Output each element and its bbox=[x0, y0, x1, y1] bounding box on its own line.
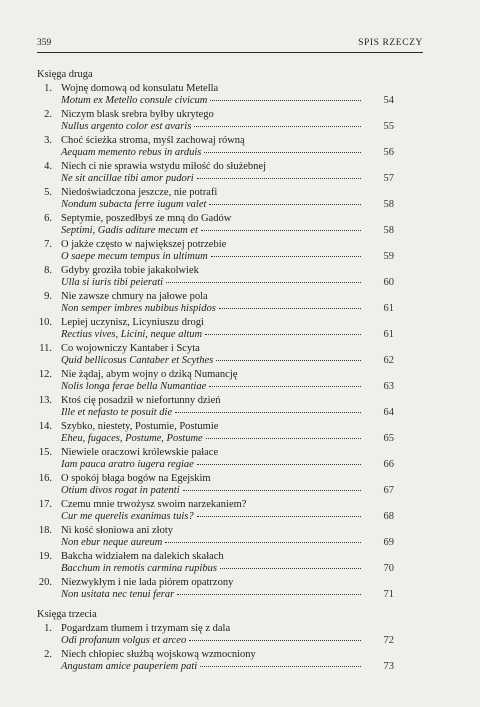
entry-number: 2. bbox=[44, 649, 52, 660]
header-title: SPIS RZECZY bbox=[358, 38, 423, 48]
entry-latin-title: Quid bellicosus Cantaber et Scythes bbox=[61, 355, 214, 366]
entry-polish-title: Wojnę domową od konsulatu Metella bbox=[61, 83, 219, 94]
dot-leader bbox=[165, 541, 361, 543]
entry-number: 16. bbox=[38, 473, 52, 484]
entry-latin-title: Cur me querelis exanimas tuis? bbox=[61, 511, 194, 522]
toc-entry bbox=[0, 317, 480, 343]
entry-number: 14. bbox=[38, 421, 52, 432]
entry-page-number: 63 bbox=[383, 381, 394, 392]
entry-latin-title: Non usitata nec tenui ferar bbox=[61, 589, 175, 600]
entry-page-number: 54 bbox=[383, 95, 394, 106]
entry-page-number: 62 bbox=[383, 355, 394, 366]
dot-leader bbox=[197, 177, 361, 179]
entry-polish-title: Niezwykłym i nie lada piórem opatrzony bbox=[61, 577, 234, 588]
entry-latin-row bbox=[61, 433, 364, 446]
entry-polish-title: Co wojowniczy Kantaber i Scyta bbox=[61, 343, 200, 354]
entry-latin-row bbox=[61, 147, 364, 160]
entry-latin-row bbox=[61, 407, 364, 420]
entry-page-number: 65 bbox=[383, 433, 394, 444]
entry-latin-title: Motum ex Metello consule civicum bbox=[61, 95, 208, 106]
entry-number: 1. bbox=[44, 623, 52, 634]
entry-polish-title: Niczym blask srebra byłby ukrytego bbox=[61, 109, 214, 120]
entry-latin-title: Otium divos rogat in patenti bbox=[61, 485, 180, 496]
entry-polish-title: Niedoświadczona jeszcze, nie potrafi bbox=[61, 187, 218, 198]
entry-number: 10. bbox=[38, 317, 52, 328]
entry-number: 4. bbox=[44, 161, 52, 172]
entry-latin-title: O saepe mecum tempus in ultimum bbox=[61, 251, 208, 262]
entry-latin-row bbox=[61, 355, 364, 368]
toc-entry bbox=[0, 395, 480, 421]
book-heading: Księga trzecia bbox=[37, 609, 97, 620]
entry-page-number: 71 bbox=[383, 589, 394, 600]
entry-polish-title: Szybko, niestety, Postumie, Postumie bbox=[61, 421, 219, 432]
entry-latin-row bbox=[61, 303, 364, 316]
entry-latin-row bbox=[61, 537, 364, 550]
entry-polish-title: Niewiele oraczowi królewskie pałace bbox=[61, 447, 219, 458]
entry-page-number: 66 bbox=[383, 459, 394, 470]
entry-number: 6. bbox=[44, 213, 52, 224]
dot-leader bbox=[194, 125, 361, 127]
entry-number: 2. bbox=[44, 109, 52, 120]
entry-number: 15. bbox=[38, 447, 52, 458]
entry-page-number: 73 bbox=[383, 661, 394, 672]
dot-leader bbox=[197, 515, 361, 517]
entry-number: 19. bbox=[38, 551, 52, 562]
entry-page-number: 72 bbox=[383, 635, 394, 646]
entry-page-number: 55 bbox=[383, 121, 394, 132]
entry-latin-title: Eheu, fugaces, Postume, Postume bbox=[61, 433, 203, 444]
entry-latin-row bbox=[61, 251, 364, 264]
dot-leader bbox=[201, 229, 361, 231]
entry-number: 13. bbox=[38, 395, 52, 406]
dot-leader bbox=[166, 281, 361, 283]
entry-latin-row bbox=[61, 563, 364, 576]
entry-page-number: 60 bbox=[383, 277, 394, 288]
dot-leader bbox=[197, 463, 361, 465]
entry-page-number: 61 bbox=[383, 329, 394, 340]
entry-latin-title: Rectius vives, Licini, neque altum bbox=[61, 329, 203, 340]
entry-polish-title: Czemu mnie trwożysz swoim narzekaniem? bbox=[61, 499, 247, 510]
entry-number: 9. bbox=[44, 291, 52, 302]
dot-leader bbox=[210, 99, 361, 101]
entry-polish-title: Niech ci nie sprawia wstydu miłość do służebnej bbox=[61, 161, 266, 172]
entry-polish-title: Gdyby groziła tobie jakakolwiek bbox=[61, 265, 199, 276]
running-header bbox=[37, 38, 423, 53]
entry-page-number: 70 bbox=[383, 563, 394, 574]
entry-page-number: 58 bbox=[383, 225, 394, 236]
toc-entry bbox=[0, 161, 480, 187]
entry-latin-title: Odi profanum volgus et arceo bbox=[61, 635, 187, 646]
entry-latin-row bbox=[61, 589, 364, 602]
toc-entry bbox=[0, 525, 480, 551]
entry-latin-title: Ulla si iuris tibi peierati bbox=[61, 277, 164, 288]
entry-page-number: 64 bbox=[383, 407, 394, 418]
entry-latin-title: Ille et nefasto te posuit die bbox=[61, 407, 173, 418]
entry-number: 20. bbox=[38, 577, 52, 588]
entry-polish-title: Ni kość słoniowa ani złoty bbox=[61, 525, 173, 536]
entry-latin-title: Non semper imbres nubibus hispidos bbox=[61, 303, 216, 314]
entry-number: 12. bbox=[38, 369, 52, 380]
toc-entry bbox=[0, 649, 480, 675]
entry-latin-title: Ne sit ancillae tibi amor pudori bbox=[61, 173, 194, 184]
dot-leader bbox=[189, 639, 361, 641]
dot-leader bbox=[219, 307, 361, 309]
entry-number: 1. bbox=[44, 83, 52, 94]
entry-latin-title: Nullus argento color est avaris bbox=[61, 121, 192, 132]
entry-polish-title: O spokój błaga bogów na Egejskim bbox=[61, 473, 211, 484]
entry-page-number: 57 bbox=[383, 173, 394, 184]
entry-latin-row bbox=[61, 199, 364, 212]
entry-page-number: 59 bbox=[383, 251, 394, 262]
toc-entry bbox=[0, 577, 480, 603]
entry-polish-title: O jakże często w największej potrzebie bbox=[61, 239, 227, 250]
dot-leader bbox=[220, 567, 361, 569]
toc-entry bbox=[0, 623, 480, 649]
toc-entry bbox=[0, 239, 480, 265]
dot-leader bbox=[209, 385, 361, 387]
entry-polish-title: Nie żądaj, abym wojny o dziką Numancję bbox=[61, 369, 238, 380]
entry-page-number: 58 bbox=[383, 199, 394, 210]
toc-entry bbox=[0, 187, 480, 213]
dot-leader bbox=[177, 593, 361, 595]
dot-leader bbox=[183, 489, 361, 491]
entry-polish-title: Nie zawsze chmury na jałowe pola bbox=[61, 291, 208, 302]
entry-latin-title: Iam pauca aratro iugera regiae bbox=[61, 459, 194, 470]
entry-polish-title: Septymie, poszedłbyś ze mną do Gadów bbox=[61, 213, 232, 224]
entry-latin-row bbox=[61, 173, 364, 186]
entry-latin-row bbox=[61, 661, 364, 674]
entry-latin-title: Septimi, Gadis aditure mecum et bbox=[61, 225, 198, 236]
dot-leader bbox=[205, 333, 361, 335]
entry-latin-row bbox=[61, 121, 364, 134]
toc-entry bbox=[0, 265, 480, 291]
dot-leader bbox=[209, 203, 361, 205]
dot-leader bbox=[216, 359, 361, 361]
entry-page-number: 67 bbox=[383, 485, 394, 496]
entry-page-number: 68 bbox=[383, 511, 394, 522]
entry-latin-title: Bacchum in remotis carmina rupibus bbox=[61, 563, 217, 574]
entry-polish-title: Pogardzam tłumem i trzymam się z dala bbox=[61, 623, 231, 634]
entry-latin-title: Aequam memento rebus in arduis bbox=[61, 147, 202, 158]
toc-entry bbox=[0, 447, 480, 473]
toc-entry bbox=[0, 369, 480, 395]
entry-latin-row bbox=[61, 329, 364, 342]
entry-polish-title: Lepiej uczynisz, Licyniuszu drogi bbox=[61, 317, 204, 328]
entry-number: 8. bbox=[44, 265, 52, 276]
entry-polish-title: Niech chłopiec służbą wojskową wzmocniony bbox=[61, 649, 256, 660]
entry-latin-row bbox=[61, 225, 364, 238]
toc-entry bbox=[0, 213, 480, 239]
dot-leader bbox=[206, 437, 361, 439]
entry-polish-title: Ktoś cię posadził w niefortunny dzień bbox=[61, 395, 221, 406]
entry-number: 3. bbox=[44, 135, 52, 146]
book-heading: Księga druga bbox=[37, 69, 93, 80]
toc-entry bbox=[0, 291, 480, 317]
entry-latin-row bbox=[61, 635, 364, 648]
entry-polish-title: Bakcha widziałem na dalekich skałach bbox=[61, 551, 224, 562]
dot-leader bbox=[175, 411, 361, 413]
entry-latin-row bbox=[61, 277, 364, 290]
dot-leader bbox=[204, 151, 361, 153]
entry-latin-title: Non ebur neque aureum bbox=[61, 537, 163, 548]
toc-entry bbox=[0, 343, 480, 369]
entry-page-number: 56 bbox=[383, 147, 394, 158]
entry-latin-row bbox=[61, 95, 364, 108]
toc-entry bbox=[0, 83, 480, 109]
toc-entry bbox=[0, 499, 480, 525]
entry-latin-title: Angustam amice pauperiem pati bbox=[61, 661, 198, 672]
entry-latin-row bbox=[61, 511, 364, 524]
entry-number: 17. bbox=[38, 499, 52, 510]
entry-page-number: 69 bbox=[383, 537, 394, 548]
entry-latin-row bbox=[61, 381, 364, 394]
entry-number: 11. bbox=[39, 343, 52, 354]
header-page-number: 359 bbox=[37, 38, 52, 48]
entry-polish-title: Choć ścieżka stroma, myśl zachowaj równą bbox=[61, 135, 245, 146]
toc-entry bbox=[0, 109, 480, 135]
entry-latin-row bbox=[61, 459, 364, 472]
entry-latin-row bbox=[61, 485, 364, 498]
toc-entry bbox=[0, 135, 480, 161]
entry-number: 18. bbox=[38, 525, 52, 536]
entry-number: 5. bbox=[44, 187, 52, 198]
toc-entry bbox=[0, 421, 480, 447]
toc-entry bbox=[0, 473, 480, 499]
entry-latin-title: Nondum subacta ferre iugum valet bbox=[61, 199, 207, 210]
entry-number: 7. bbox=[44, 239, 52, 250]
entry-latin-title: Nolis longa ferae bella Numantiae bbox=[61, 381, 207, 392]
toc-entry bbox=[0, 551, 480, 577]
dot-leader bbox=[211, 255, 361, 257]
entry-page-number: 61 bbox=[383, 303, 394, 314]
dot-leader bbox=[200, 665, 361, 667]
